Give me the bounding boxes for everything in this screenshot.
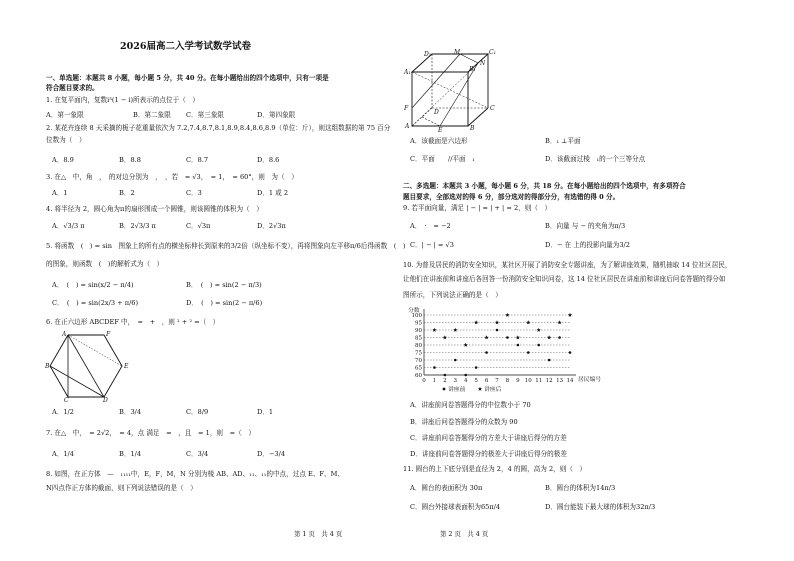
hex-label-b: B xyxy=(45,363,50,370)
q8-option-b[interactable]: B．₁ ⊥平面 xyxy=(545,137,581,145)
q1-stem: 1. 在复平面内，复数i³(1 − i)所表示的点位于（ ） xyxy=(46,96,199,104)
point-before xyxy=(527,351,530,354)
point-before xyxy=(475,366,478,369)
cube-label-d1: D₁ xyxy=(424,51,432,58)
x-tick-label: 6 xyxy=(484,378,489,384)
q3-option-d[interactable]: D．1 或 2 xyxy=(257,189,289,197)
section1-heading-line2: 符合题目要求的。 xyxy=(46,84,99,92)
x-tick-label: 9 xyxy=(516,378,520,384)
point-after xyxy=(453,328,457,332)
x-tick-label: 10 xyxy=(524,378,532,384)
hex-label-d: D xyxy=(103,397,108,404)
point-before xyxy=(433,366,436,369)
x-tick-label: 1 xyxy=(432,378,437,384)
footer-page-right: 第 2 页 共 4 页 xyxy=(440,530,489,538)
point-before xyxy=(464,374,467,377)
q2-option-d[interactable]: D．8.6 xyxy=(257,156,280,164)
point-before xyxy=(569,351,572,354)
q4-option-a[interactable]: A．√3/3 π xyxy=(52,222,85,230)
point-after xyxy=(464,343,468,347)
q6-option-d[interactable]: D．1 xyxy=(257,408,274,416)
x-tick-label: 0 xyxy=(422,378,426,384)
q10-option-c[interactable]: C．讲座前问卷答题得分的方差大于讲座后得分的方差 xyxy=(410,434,567,442)
point-before xyxy=(548,359,551,362)
q5-stem-line2: 的图象，则函数 ( )的解析式为（ ） xyxy=(46,260,164,268)
cube-label-b: B xyxy=(470,125,475,132)
score-scatter-chart xyxy=(404,303,604,399)
q5-option-d[interactable]: D． ( ) = sin(2 − π/6) xyxy=(186,299,263,307)
x-tick-label: 8 xyxy=(505,378,510,384)
q10-stem-line3: 图所示，下列说法正确的是（ ） xyxy=(403,291,502,299)
cube-label-c1: C₁ xyxy=(489,49,496,56)
y-tick-label: 75 xyxy=(415,350,422,357)
x-tick-label: 14 xyxy=(566,378,574,384)
q1-option-d[interactable]: D．第四象限 xyxy=(257,111,296,119)
hex-label-c: C xyxy=(64,397,69,404)
x-tick-label: 3 xyxy=(453,378,458,384)
y-tick-label: 80 xyxy=(415,343,422,349)
q5-option-a[interactable]: A． ( ) = sin(x/2 − π/4) xyxy=(52,281,134,289)
footer-page-left: 第 1 页 共 4 页 xyxy=(294,530,343,538)
q7-option-a[interactable]: A．1/4 xyxy=(52,450,74,458)
q7-stem: 7. 在△ 中， = 2√2， = 4，点 满足 = ，且 = 1，则 =（ ） xyxy=(46,429,255,437)
q10-option-a[interactable]: A．讲座前问卷答题得分的中位数小于 70 xyxy=(410,401,531,409)
x-tick-label: 13 xyxy=(556,378,564,384)
q11-option-b[interactable]: B．圆台的体积为14π/3 xyxy=(545,484,616,492)
x-axis-label: 居民编号 xyxy=(578,377,602,383)
x-tick-label: 12 xyxy=(545,378,553,384)
y-tick-label: 85 xyxy=(415,335,422,342)
point-after xyxy=(568,313,572,317)
legend-marker-before xyxy=(443,388,446,391)
section1-heading-line1: 一、单选题：本题共 8 小题，每小题 5 分，共 40 分。在每小题给出的四个选项中，只有一项是 xyxy=(46,74,329,82)
q4-option-b[interactable]: B．2√3/3 π xyxy=(119,222,156,230)
q11-option-d[interactable]: D．圆台能装下最大球的体积为32π/3 xyxy=(545,503,656,511)
page-title: 2026届高二入学考试数学试卷 xyxy=(120,41,251,52)
cube-label-e: E xyxy=(438,127,443,134)
q7-option-b[interactable]: B．1/4 xyxy=(119,450,142,458)
point-before xyxy=(558,336,561,339)
y-tick-label: 65 xyxy=(415,365,422,372)
q4-stem: 4. 将半径为 2，圆心角为π的扇形围成一个圆锥，则该圆锥的体积为（ ） xyxy=(46,205,263,213)
q8-stem-line1: 8. 如图，在正方体 — ₁₁₁₁中，E，F，M，N 分别为棱 AB、AD、₁₁、₁₁的中点，过点 E、F、M、 xyxy=(46,470,344,478)
x-tick-label: 7 xyxy=(495,378,499,384)
hex-label-a: A xyxy=(62,331,67,338)
q2-stem-line2: 位数为（ ） xyxy=(46,136,86,144)
y-tick-label: 100 xyxy=(411,313,422,319)
point-before xyxy=(444,374,447,377)
q1-option-c[interactable]: C．第三象限 xyxy=(186,111,225,119)
q11-option-c[interactable]: C．圆台外接球表面积为65π/4 xyxy=(410,503,501,511)
legend-label: 讲座前 xyxy=(448,387,466,393)
q7-option-c[interactable]: C．3/4 xyxy=(186,450,209,458)
cube-label-b1: B₁ xyxy=(469,66,476,73)
q5-option-b[interactable]: B． ( ) = sin(2 − π/3) xyxy=(186,281,262,289)
q2-option-a[interactable]: A．8.9 xyxy=(52,156,74,164)
q10-stem-line2: 让他们在讲座前和讲座后各回答一份消防安全知识问卷，这 14 位社区居民在讲座前和讲座后问卷答题的得分如 xyxy=(403,275,726,283)
q2-option-c[interactable]: C．8.7 xyxy=(186,156,209,164)
q1-option-b[interactable]: B．第二象限 xyxy=(133,111,171,119)
q3-stem: 3. 在△ 中，角 ， 的对边分别为 ， ，若 = √3， = 1， = 60°，则 为（ ） xyxy=(46,173,298,181)
q6-option-c[interactable]: C．8/9 xyxy=(186,408,209,416)
q10-option-d[interactable]: D．讲座前问卷答题得分的极差大于讲座后得分的极差 xyxy=(410,450,567,458)
q9-option-a[interactable]: A． · = −2 xyxy=(410,222,451,230)
x-tick-label: 5 xyxy=(474,378,478,384)
point-after xyxy=(432,328,436,332)
legend-marker-after xyxy=(478,387,482,391)
y-tick-label: 90 xyxy=(415,328,422,334)
point-after xyxy=(557,320,561,324)
cube-label-m: M xyxy=(454,49,461,56)
q9-option-b[interactable]: B．向量 与 − 的夹角为π/3 xyxy=(545,222,626,230)
q6-option-a[interactable]: A．1/2 xyxy=(52,408,74,416)
point-after xyxy=(505,313,509,317)
q11-option-a[interactable]: A．圆台的表面积为 30π xyxy=(410,484,483,492)
q5-stem-line1: 5. 将函数 ( ) = sin 图象上的所有点的横坐标伸长到原来的3/2倍（纵坐标不变），再将图象向左平移π/6后得函数 ( ) xyxy=(46,242,406,250)
cube-label-c: C xyxy=(490,105,495,112)
cube-label-a: A xyxy=(405,123,410,130)
q3-option-b[interactable]: B．2 xyxy=(119,189,135,197)
q11-stem: 11. 圆台的上下底分别是直径为 2，4 的圆，高为 2，则（ ） xyxy=(403,465,587,473)
q9-stem: 9. 若平面向量，满足 | − | = | + | = 2，则（ ） xyxy=(403,204,552,212)
legend-label: 讲座后 xyxy=(484,387,502,393)
q10-stem-line1: 10. 为普及居民的消防安全知识，某社区开展了消防安全专题讲座，为了解讲座效果，随机抽取 14 位社区居民， xyxy=(403,261,732,269)
q2-option-b[interactable]: B．8.8 xyxy=(119,156,141,164)
point-after xyxy=(516,335,520,339)
cube-figure xyxy=(402,48,498,132)
point-after xyxy=(484,335,488,339)
q3-option-c[interactable]: C．3 xyxy=(186,189,202,197)
x-tick-label: 11 xyxy=(535,378,543,384)
q2-stem-line1: 2. 某花卉连续 8 天采摘的栀子花重量依次为 7.2,7.4,8.7,8.1,8.9,8.4,8.6,8.9（单位：斤），则这组数据的第 75 百分 xyxy=(46,124,391,132)
hex-label-e: E xyxy=(124,363,129,370)
point-after xyxy=(547,335,551,339)
cube-label-f: F xyxy=(404,105,409,112)
q9-option-c[interactable]: C．| − | = √3 xyxy=(410,241,454,249)
q9-option-d[interactable]: D．− 在 上的投影向量为3/2 xyxy=(545,241,630,249)
point-before xyxy=(537,344,540,347)
q8-stem-line2: N四点作正方体的截面，则下列说法错误的是（ ） xyxy=(46,484,197,492)
section2-heading-line1: 二、多选题：本题共 3 小题，每小题 6 分，共 18 分。在每小题给出的四个选项中，有多项符合 xyxy=(403,182,686,190)
point-before xyxy=(506,336,509,339)
point-after xyxy=(474,320,478,324)
x-tick-label: 2 xyxy=(443,378,447,384)
y-tick-label: 70 xyxy=(415,358,422,364)
point-before xyxy=(496,329,499,332)
x-tick-label: 4 xyxy=(463,378,468,384)
cube-label-d: D xyxy=(434,109,439,116)
point-after xyxy=(443,335,447,339)
y-axis-label: 分数 xyxy=(408,308,420,314)
q6-stem: 6. 在正六边形 ABCDEF 中， = + ，则 ² + ² =（ ） xyxy=(46,318,220,326)
point-after xyxy=(526,320,530,324)
hex-label-f: F xyxy=(106,331,111,338)
y-tick-label: 60 xyxy=(415,373,422,379)
y-tick-label: 95 xyxy=(415,320,422,327)
q8-option-d[interactable]: D．该截面过棱 ₁的一个三等分点 xyxy=(545,155,646,163)
q6-option-b[interactable]: B．3/4 xyxy=(119,408,142,416)
point-after xyxy=(495,320,499,324)
point-before xyxy=(454,359,457,362)
q7-option-d[interactable]: D．−3/4 xyxy=(257,450,286,458)
cube-label-a1: A₁ xyxy=(404,69,411,76)
q10-option-b[interactable]: B．讲座后问卷答题得分的众数为 90 xyxy=(410,418,518,426)
q3-option-a[interactable]: A．1 xyxy=(52,189,68,197)
q1-option-a[interactable]: A．第一象限 xyxy=(46,111,84,119)
point-before xyxy=(485,351,488,354)
hexagon-figure xyxy=(46,330,136,402)
cube-label-n: N xyxy=(480,60,486,67)
point-after xyxy=(537,328,541,332)
q5-option-c[interactable]: C． ( ) = sin(2x/3 + π/6) xyxy=(52,299,139,307)
q8-option-c[interactable]: C．平面 //平面 ₁ xyxy=(410,155,475,163)
section2-heading-line2: 题目要求，全部选对的得 6 分，部分选对的得部分分，有选错的得 0 分。 xyxy=(403,193,620,201)
q8-option-a[interactable]: A．该截面是六边形 xyxy=(410,137,468,145)
q4-option-c[interactable]: C．√3π xyxy=(186,222,211,230)
point-before xyxy=(517,344,520,347)
q4-option-d[interactable]: D．2√3π xyxy=(257,222,286,230)
